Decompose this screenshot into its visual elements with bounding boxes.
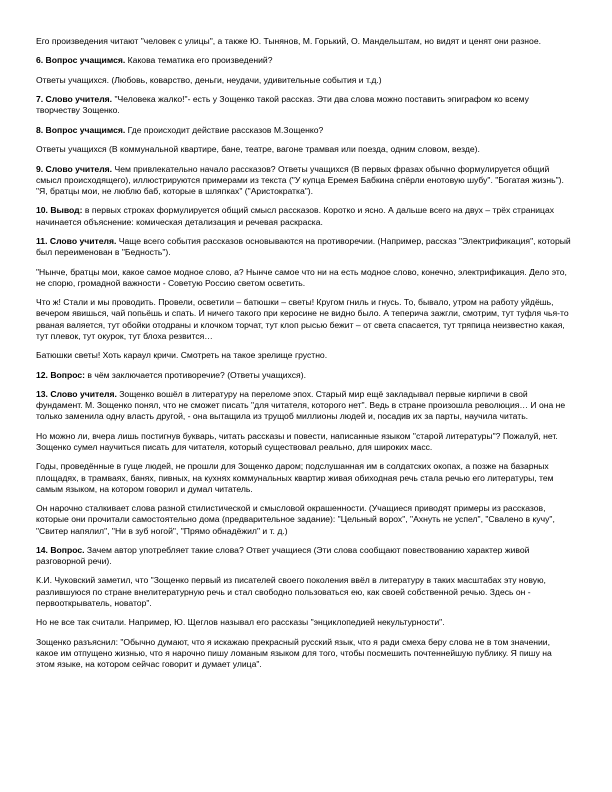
paragraph-quote-2: Что ж! Стали и мы проводить. Провели, осветили – батюшки – светы! Кругом гниль и гнусь. То, бывало, утром на работу уйдёшь, вечером явишься, чай попьёшь и спать. И ничего такого при керосине не видно было. А теперича зажгли, смотрим, тут туфля чья-то рваная валяется, тут обойки отодраны и клочком торчат, тут клоп рысью бежит – от света спасается, тут тряпица неизвестно какая, тут плевок, тут окурок, тут блоха резвится… [36,297,569,341]
paragraph-quote-3: Батюшки светы! Хоть караул кричи. Смотреть на такое зрелище грустно. [36,350,328,361]
paragraph-body-2: Годы, проведённые в гуще людей, не прошли для Зощенко даром; подслушанная им в солдатских окопах, а позже на базарных площадях, в трамваях, банях, пивных, на кухнях коммунальных квартир живая обиходная речь стала речью его литературы, тем самым языком, на котором говорил и думал читатель. [36,461,554,494]
paragraph-answer-8: Ответы учащихся (В коммунальной квартире, бане, театре, вагоне трамвая или поезда, одним словом, везде). [36,144,480,155]
paragraph-intro: Его произведения читают "человек с улицы", а также Ю. Тынянов, М. Горький, О. Мандельштам, но видят и ценят они разное. [36,36,542,46]
paragraph-body-3: Он нарочно сталкивает слова разной стилистической и смысловой окрашенности. (Учащиеся приводят примеры из рассказов, которые они прочитали самостоятельно дома (предварительное задание): "Цельный ворох", "Ахнуть не успел", "Свалено в кучу", "Свитер напялил", "Ни в зуб ногой", "Прямо обнадёжил" и т. д.) [36,503,555,536]
paragraph-question-6: 6. Вопрос учащимся. Какова тематика его произведений? [36,55,273,66]
paragraph-teacher-11: 11. Слово учителя. Чаще всего события рассказов основываются на противоречии. (Например, рассказ "Электрификация", который был переименован в "Бедность"). [36,235,571,258]
paragraph-chukovsky: К.И. Чуковский заметил, что "Зощенко первый из писателей своего поколения ввёл в литературу в таких масштабах эту новую, разлившуюся по стране внелитературную речь и стал свободно пользоваться ею, как своей собственной речью. Здесь он - первооткрыватель, новатор". [36,575,546,608]
paragraph-answer-6: Ответы учащихся. (Любовь, коварство, деньги, неудачи, удивительные события и т.д.) [36,74,382,85]
paragraph-body-1: Но можно ли, вчера лишь постигнув букварь, читать рассказы и повести, написанные языком "старой литературы"? Пожалуй, нет. Зощенко сумел научиться писать для читателя, который существовал реально, для широких масс. [36,430,558,452]
paragraph-shcheglov: Но не все так считали. Например, Ю. Щеглов называл его рассказы "энциклопедией некультурности". [36,617,445,628]
paragraph-teacher-7: 7. Слово учителя. "Человека жалко!"- есть у Зощенко такой рассказ. Эти два слова можно поставить эпиграфом ко всему творчеству Зощенко. [36,94,529,116]
paragraph-question-14: 14. Вопрос. Зачем автор употребляет такие слова? Ответ учащиеся (Эти слова сообщают повествованию характер живой разговорной речи). [36,544,530,567]
paragraph-zoshchenko-explained: Зощенко разъяснил: "Обычно думают, что я искажаю прекрасный русский язык, что я ради смеха беру слова не в том значении, какое им отпущено жизнью, что я нарочно пишу ломаным языком для того, чтобы посмешить почтеннейшую публику. Я пишу на этом языке, на котором сейчас говорит и думает улица". [36,636,552,670]
paragraph-conclusion-10: 10. Вывод: в первых строках формулируется общий смысл рассказов. Коротко и ясно. А дальше всего на двух – трёх страницах начинается объяснение: комическая детализация и речевая раскраска. [36,205,555,227]
paragraph-teacher-13: 13. Слово учителя. Зощенко вошёл в литературу на переломе эпох. Старый мир ещё закладывал первые кирпичи в свой фундамент. М. Зощенко понял, что не сможет писать "для читателя, которого нет". Ведь в стране произошла революция… И она не только заменила одну власть другой, - она вытащила из трущоб миллионы людей и, посадив их за парты, научила читать. [36,388,566,422]
paragraph-question-12: 12. Вопрос: в чём заключается противоречие? (Ответы учащихся). [36,369,306,380]
paragraph-teacher-9: 9. Слово учителя. Чем привлекательно начало рассказов? Ответы учащихся (В первых фразах обычно формулируется общий смысл происходящего), иллюстрируются примерами из текста ("У купца Еремея Бабкина спёрли енотовую шубу". "Богатая жизнь"). "Я, братцы мои, не люблю баб, которые в шляпках" ("Аристократка"). [36,163,564,196]
paragraph-quote-1: "Нынче, братцы мои, какое самое модное слово, а? Нынче самое что ни на есть модное слово, конечно, электрификация. Дело это, не спорю, громадной важности - Советую Россию светом осветить. [36,266,567,288]
paragraph-question-8: 8. Вопрос учащимся. Где происходит действие рассказов М.Зощенко? [36,124,324,135]
